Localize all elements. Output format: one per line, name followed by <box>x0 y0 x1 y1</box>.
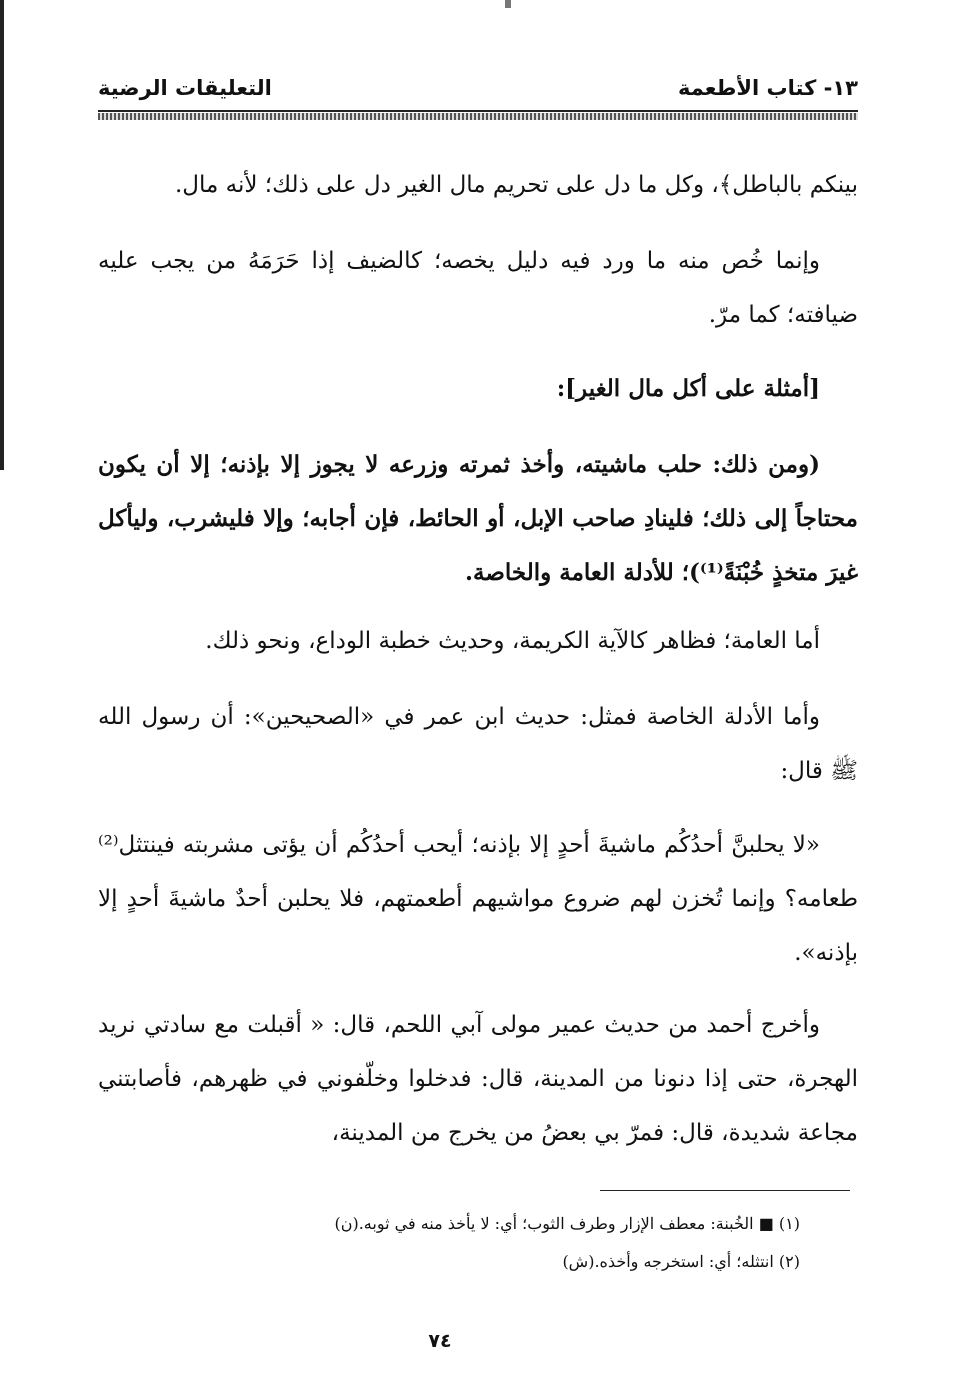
paragraph-2: وإنما خُص منه ما ورد فيه دليل يخصه؛ كالضيف إذا حَرَمَهُ من يجب عليه ضيافته؛ كما مرّ. <box>98 248 858 328</box>
book-title: التعليقات الرضية <box>98 76 272 100</box>
header-hatch-rule <box>98 113 858 120</box>
header-rule <box>98 110 858 112</box>
scan-shadow-edge <box>0 0 4 470</box>
paragraph-4: أما العامة؛ فظاهر كالآية الكريمة، وحديث خطبة الوداع، ونحو ذلك. <box>205 628 820 654</box>
chapter-title: ١٣- كتاب الأطعمة <box>677 76 858 100</box>
footnote-2: (٢) انتثله؛ أي: استخرجه وأخذه.(ش) <box>562 1252 800 1271</box>
paragraph-6: وأخرج أحمد من حديث عمير مولى آبي اللحم، قال: « أقبلت مع سادتي نريد الهجرة، حتى إذا دنونا من المدينة، قال: فدخلوا وخلّفوني في ظهرهم، فأصابتني مجاعة شديدة، قال: فمرّ بي بعضُ من يخرج من المدينة، <box>98 1012 858 1146</box>
scan-mark <box>505 0 511 8</box>
page-number: ٧٤ <box>428 1330 452 1352</box>
section-heading: [أمثلة على أكل مال الغير]: <box>556 375 820 402</box>
running-header <box>98 68 858 108</box>
hadith-quote: «لا يحلبنَّ أحدُكُم ماشيةَ أحدٍ إلا بإذنه؛ أيحب أحدُكُم أن يؤتى مشربته فينتثل⁽²⁾ طعامه؟ وإنما تُخزن لهم ضروع مواشيهم أطعمتهم، فلا يحلبن أحدٌ ماشيةَ أحدٍ إلا بإذنه». <box>98 832 858 966</box>
footnote-1: (١) ■ الخُبنة: معطف الإزار وطرف الثوب؛ أي: لا يأخذ منه في ثوبه.(ن) <box>334 1214 800 1233</box>
footnote-rule <box>600 1190 850 1191</box>
paragraph-3-matn: (ومن ذلك: حلب ماشيته، وأخذ ثمرته وزرعه لا يجوز إلا بإذنه؛ إلا أن يكون محتاجاً إلى ذلك؛ فلينادِ صاحب الإبل، أو الحائط، فإن أجابه؛ وإلا فليشرب، وليأكل غيرَ متخذٍ خُبْنَةً⁽¹⁾)؛ للأدلة العامة والخاصة. <box>98 451 858 586</box>
paragraph-5: وأما الأدلة الخاصة فمثل: حديث ابن عمر في «الصحيحين»: أن رسول الله ﷺ قال: <box>98 704 858 784</box>
paragraph-1: بينكم بالباطل﴾، وكل ما دل على تحريم مال الغير دل على ذلك؛ لأنه مال. <box>174 172 858 198</box>
